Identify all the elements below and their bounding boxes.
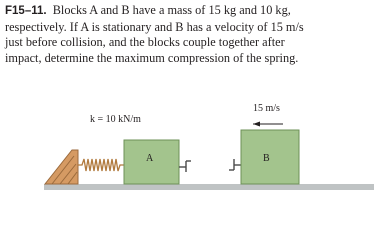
problem-number: F15–11. bbox=[5, 5, 47, 17]
ground bbox=[44, 184, 374, 190]
velocity-arrow bbox=[253, 122, 283, 127]
spring bbox=[78, 159, 124, 171]
block-b-label: B bbox=[263, 153, 270, 164]
wall-support bbox=[45, 150, 78, 184]
velocity-label: 15 m/s bbox=[253, 103, 280, 114]
problem-line-3: just before collision, and the blocks couple together after bbox=[5, 35, 285, 50]
problem-line-1: Blocks A and B have a mass of 15 kg and 10 kg, bbox=[52, 3, 291, 17]
coupler-b bbox=[229, 159, 241, 170]
coupler-a bbox=[179, 161, 191, 172]
problem-line-2: respectively. If A is stationary and B has a velocity of 15 m/s bbox=[5, 19, 304, 34]
block-b bbox=[241, 130, 299, 184]
block-a-label: A bbox=[146, 153, 154, 164]
problem-line-4: impact, determine the maximum compression of the spring. bbox=[5, 50, 299, 65]
spring-constant-label: k = 10 kN/m bbox=[90, 114, 141, 125]
